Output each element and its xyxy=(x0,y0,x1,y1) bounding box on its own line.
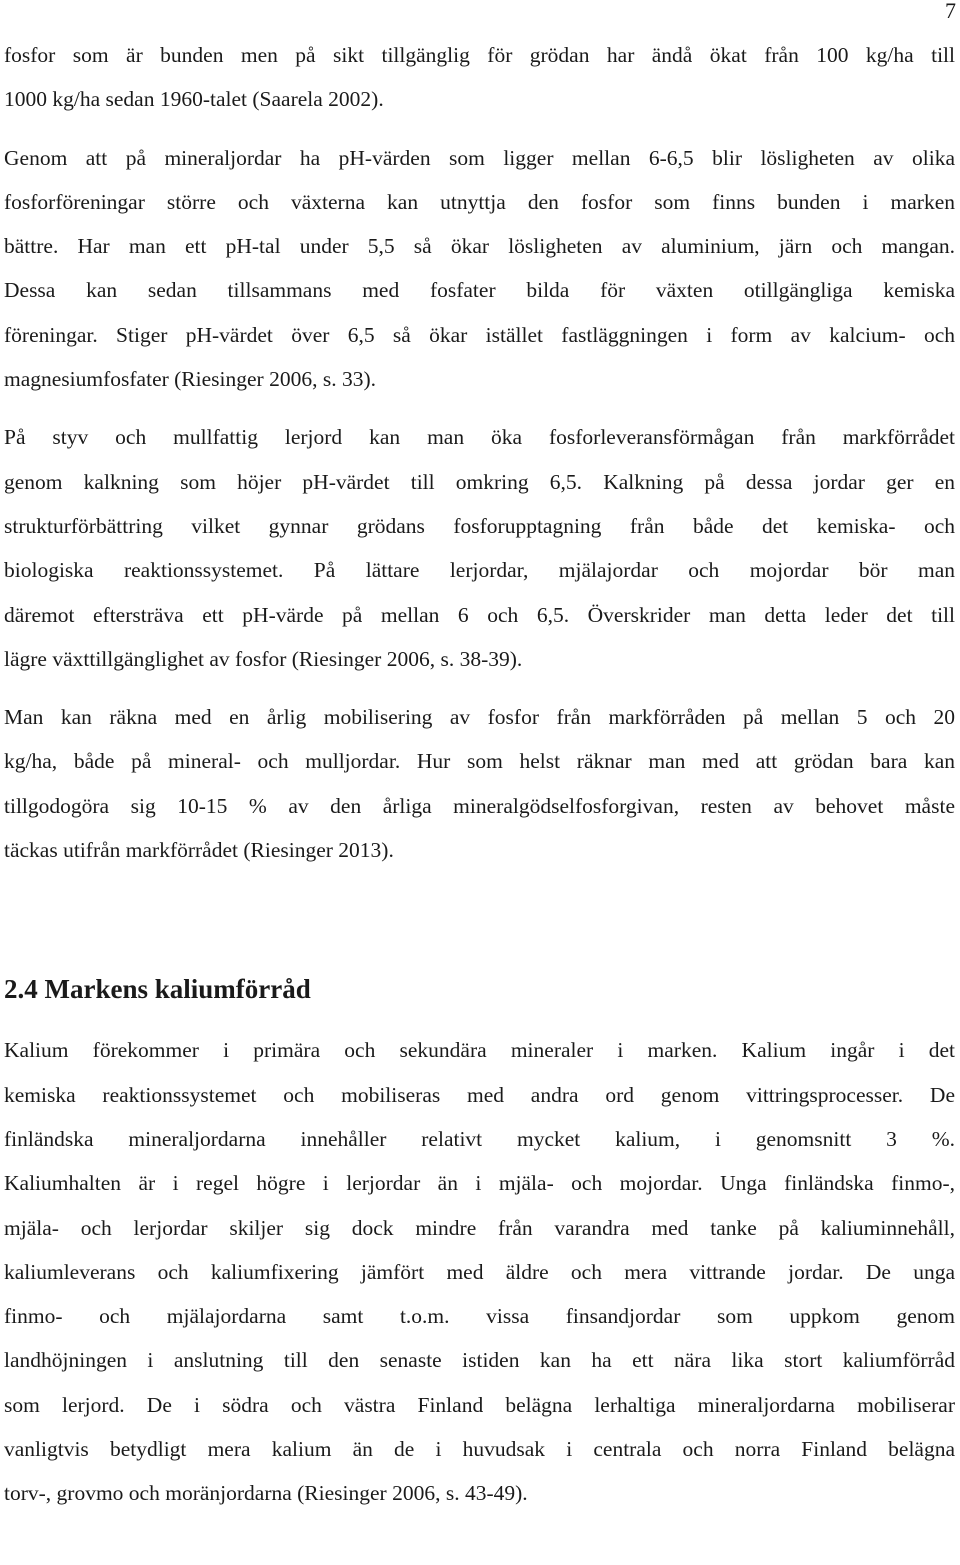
text-line: Dessa kan sedan tillsammans med fosfater bilda för växten otillgängliga kemiska xyxy=(4,278,955,303)
text-line: lägre växttillgänglighet av fosfor (Riesinger 2006, s. 38-39). xyxy=(4,646,523,671)
text-line: biologiska reaktionssystemet. På lättare lerjordar, mjälajordar och mojordar bör man xyxy=(4,558,955,583)
text-line: finmo- och mjälajordarna samt t.o.m. vissa finsandjordar som uppkom genom xyxy=(4,1304,955,1329)
text-line: mjäla- och lerjordar skiljer sig dock mindre från varandra med tanke på kaliuminnehåll, xyxy=(4,1215,955,1240)
text-line: tillgodogöra sig 10-15 % av den årliga mineralgödselfosforgivan, resten av behovet måste xyxy=(4,793,955,818)
text-line: täckas utifrån markförrådet (Riesinger 2013). xyxy=(4,838,394,863)
text-line: Man kan räkna med en årlig mobilisering av fosfor från markförråden på mellan 5 och 20 xyxy=(4,705,955,730)
text-line: Kaliumhalten är i regel högre i lerjordar än i mjäla- och mojordar. Unga finländska finmo-, xyxy=(4,1171,955,1196)
text-line: kemiska reaktionssystemet och mobiliseras med andra ord genom vittringsprocesser. De xyxy=(4,1082,955,1107)
text-line: kaliumleverans och kaliumfixering jämfört med äldre och mera vittrande jordar. De unga xyxy=(4,1259,955,1284)
text-line: På styv och mullfattig lerjord kan man öka fosforleveransförmågan från markförrådet xyxy=(4,425,955,450)
paragraph xyxy=(4,415,955,681)
text-line: landhöjningen i anslutning till den senaste istiden kan ha ett nära lika stort kaliumförråd xyxy=(4,1348,955,1373)
text-line: däremot eftersträva ett pH-värde på mellan 6 och 6,5. Överskrider man detta leder det till xyxy=(4,602,955,627)
text-line: bättre. Har man ett pH-tal under 5,5 så ökar lösligheten av aluminium, järn och mangan. xyxy=(4,234,955,259)
text-line: strukturförbättring vilket gynnar grödans fosforupptagning från både det kemiska- och xyxy=(4,513,955,538)
paragraph xyxy=(4,33,955,122)
text-line: kg/ha, både på mineral- och mulljordar. Hur som helst räknar man med att grödan bara kan xyxy=(4,749,955,774)
text-line: 1000 kg/ha sedan 1960-talet (Saarela 2002). xyxy=(4,87,384,112)
paragraph xyxy=(4,1028,955,1515)
text-line: fosfor som är bunden men på sikt tillgänglig för grödan har ändå ökat från 100 kg/ha till xyxy=(4,43,955,67)
text-line: Genom att på mineraljordar ha pH-värden som ligger mellan 6-6,5 blir lösligheten av olika xyxy=(4,145,955,170)
page-number: 7 xyxy=(945,0,956,23)
section-heading: 2.4 Markens kaliumförråd xyxy=(4,974,311,1005)
text-line: magnesiumfosfater (Riesinger 2006, s. 33). xyxy=(4,367,376,392)
paragraph xyxy=(4,695,955,872)
text-line: finländska mineraljordarna innehåller relativt mycket kalium, i genomsnitt 3 %. xyxy=(4,1126,955,1151)
text-line: genom kalkning som höjer pH-värdet till omkring 6,5. Kalkning på dessa jordar ger en xyxy=(4,469,955,494)
text-line: fosforföreningar större och växterna kan utnyttja den fosfor som finns bunden i marken xyxy=(4,189,955,214)
text-line: föreningar. Stiger pH-värdet över 6,5 så ökar istället fastläggningen i form av kalcium- och xyxy=(4,322,955,347)
text-line: vanligtvis betydligt mera kalium än de i huvudsak i centrala och norra Finland belägna xyxy=(4,1437,955,1462)
text-line: Kalium förekommer i primära och sekundära mineraler i marken. Kalium ingår i det xyxy=(4,1038,955,1063)
document-body xyxy=(4,33,955,1516)
text-line: som lerjord. De i södra och västra Finland belägna lerhaltiga mineraljordarna mobiliserar xyxy=(4,1392,955,1417)
text-line: torv-, grovmo och moränjordarna (Riesinger 2006, s. 43-49). xyxy=(4,1481,528,1506)
paragraph xyxy=(4,136,955,402)
